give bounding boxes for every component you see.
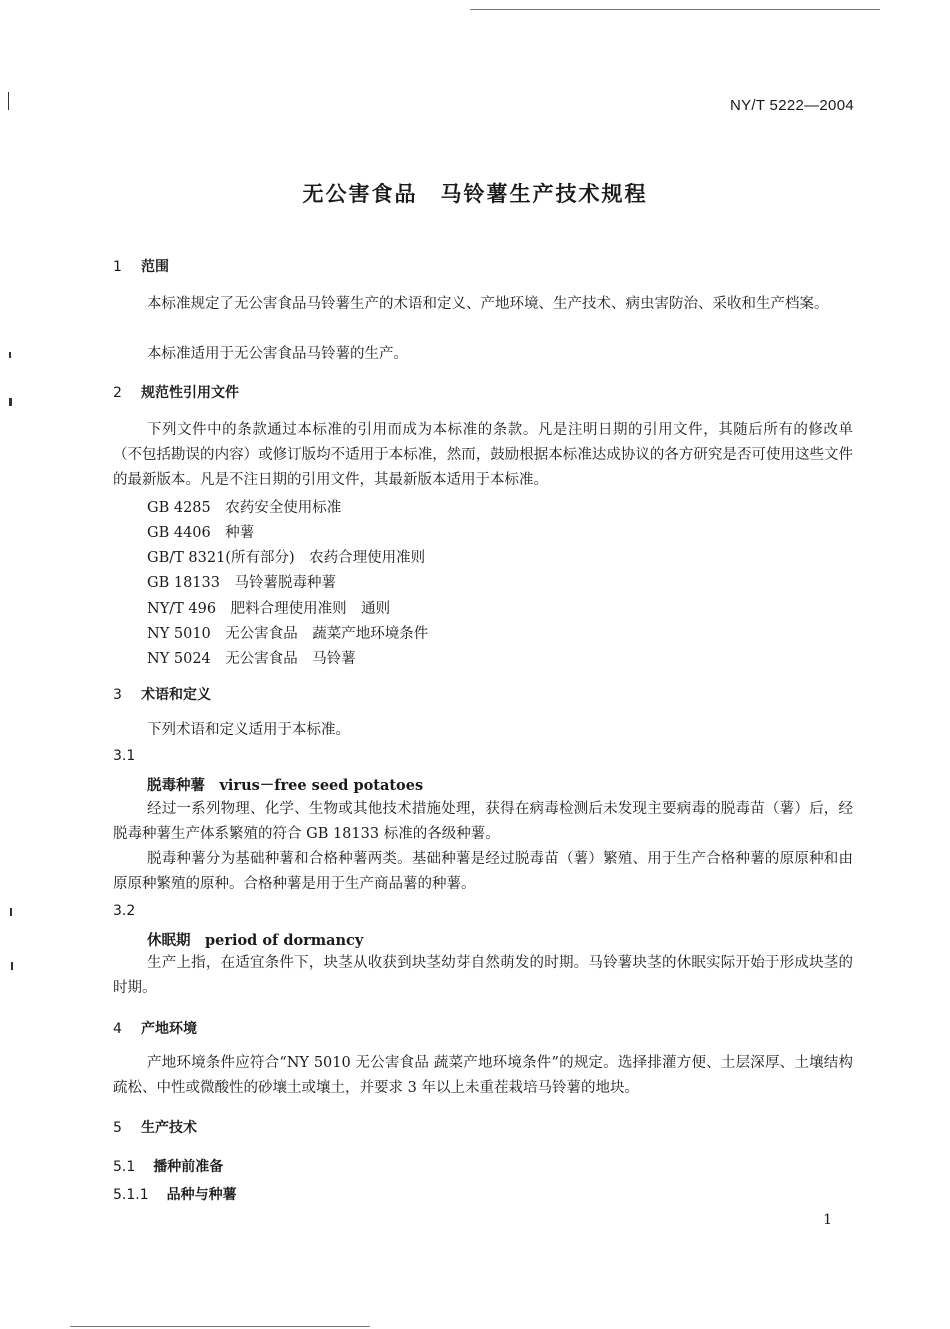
paragraph: 脱毒种薯分为基础种薯和合格种薯两类。基础种薯是经过脱毒苗（薯）繁殖、用于生产合格种薯的原原种和由原原种繁殖的原种。合格种薯是用于生产商品薯的种薯。 — [113, 851, 853, 892]
top-edge-rule — [470, 9, 880, 10]
margin-mark — [8, 92, 9, 110]
section-number: 5 — [113, 1120, 122, 1136]
term-title: 休眠期 period of dormancy — [147, 932, 364, 949]
paragraph: 产地环境条件应符合“NY 5010 无公害食品 蔬菜产地环境条件”的规定。选择排灌方便、土层深厚、土壤结构疏松、中性或微酸性的砂壤土或壤土，并要求 3 年以上未重茬栽培马铃薯的地块。 — [113, 1055, 853, 1096]
section-number: 1 — [113, 259, 122, 275]
page-number: 1 — [823, 1212, 832, 1228]
section-number: 2 — [113, 385, 122, 401]
section-title: 生产技术 — [141, 1120, 197, 1136]
margin-mark — [9, 398, 12, 406]
subsection-heading — [113, 1156, 223, 1176]
section-title: 产地环境 — [141, 1021, 197, 1037]
section-heading — [113, 256, 169, 276]
section-number: 4 — [113, 1021, 122, 1037]
clause-number: 3.1 — [113, 748, 136, 764]
paragraph: 经过一系列物理、化学、生物或其他技术措施处理，获得在病毒检测后未发现主要病毒的脱毒苗（薯）后，经脱毒种薯生产体系繁殖的符合 GB 18133 标准的各级种薯。 — [113, 801, 853, 842]
section-number: 3 — [113, 687, 122, 703]
reference-item: NY 5010 无公害食品 蔬菜产地环境条件 — [147, 626, 429, 642]
standard-code: NY/T 5222—2004 — [729, 97, 854, 114]
paragraph: 生产上指，在适宜条件下，块茎从收获到块茎幼芽自然萌发的时期。马铃薯块茎的休眠实际开始于形成块茎的时期。 — [113, 955, 853, 996]
section-title: 规范性引用文件 — [141, 385, 239, 401]
margin-mark — [11, 962, 13, 970]
subsection-number: 5.1.1 — [113, 1187, 149, 1203]
reference-item: NY/T 496 肥料合理使用准则 通则 — [147, 601, 391, 617]
reference-item: GB/T 8321(所有部分) 农药合理使用准则 — [147, 550, 426, 566]
reference-item: GB 4406 种薯 — [147, 525, 255, 541]
margin-mark — [10, 908, 12, 916]
paragraph: 下列术语和定义适用于本标准。 — [147, 722, 350, 738]
section-title: 范围 — [141, 259, 169, 275]
section-heading — [113, 1117, 197, 1137]
reference-item: GB 18133 马铃薯脱毒种薯 — [147, 575, 336, 591]
section-heading — [113, 382, 239, 402]
paragraph: 本标准规定了无公害食品马铃薯生产的术语和定义、产地环境、生产技术、病虫害防治、采收和生产档案。 — [147, 296, 829, 312]
section-heading — [113, 1018, 197, 1038]
subsection-number: 5.1 — [113, 1159, 136, 1175]
bottom-edge-rule — [70, 1326, 370, 1327]
paragraph: 本标准适用于无公害食品马铃薯的生产。 — [147, 346, 408, 362]
margin-mark — [9, 352, 11, 358]
subsection-title: 播种前准备 — [153, 1159, 224, 1175]
clause-number: 3.2 — [113, 903, 136, 919]
subsection-title: 品种与种薯 — [166, 1187, 237, 1203]
document-title: 无公害食品 马铃薯生产技术规程 — [302, 182, 648, 206]
subsection-heading — [113, 1184, 237, 1204]
paragraph: 下列文件中的条款通过本标准的引用而成为本标准的条款。凡是注明日期的引用文件，其随后所有的修改单（不包括勘误的内容）或修订版均不适用于本标准，然而，鼓励根据本标准达成协议的各方研究是否可使用这些文件的最新版本。凡是不注日期的引用文件，其最新版本适用于本标准。 — [113, 422, 853, 488]
section-title: 术语和定义 — [141, 687, 211, 703]
section-heading — [113, 684, 211, 704]
reference-item: GB 4285 农药安全使用标准 — [147, 500, 342, 516]
reference-item: NY 5024 无公害食品 马铃薯 — [147, 651, 356, 667]
term-title: 脱毒种薯 virus－free seed potatoes — [147, 777, 424, 794]
